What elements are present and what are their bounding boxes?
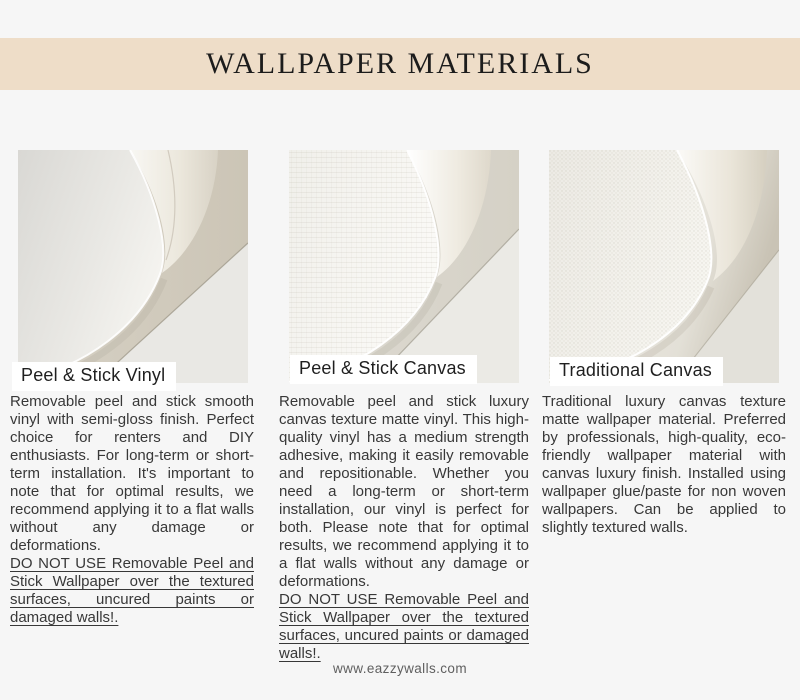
title-banner [0, 38, 800, 90]
wallpaper-photo-vinyl [18, 150, 248, 383]
material-label: Peel & Stick Canvas [290, 355, 477, 384]
material-description: Traditional luxury canvas texture matte wallpaper material. Preferred by professionals, high-quality, eco-friendly wallpaper material with canvas luxury finish. Installed using wallpaper glue/paste for non woven wallpapers. Can be applied to slightly textured walls. [542, 393, 786, 536]
material-card-peel-stick-vinyl [10, 150, 254, 627]
material-warning: DO NOT USE Removable Peel and Stick Wallpaper over the textured surfaces, uncured paints or damaged walls!. [10, 555, 254, 626]
material-description: Removable peel and stick smooth vinyl with semi-gloss finish. Perfect choice for renters and DIY enthusiasts. For long-term or short-term installation. It's important to note that for optimal results, we recommend applying it to a flat walls without any damage or deformations. [10, 393, 254, 554]
footer-url: www.eazzywalls.com [333, 661, 467, 676]
material-card-peel-stick-canvas [279, 150, 529, 663]
material-warning: DO NOT USE Removable Peel and Stick Wallpaper over the textured surfaces, uncured paints or damaged walls!. [279, 591, 529, 662]
material-card-traditional-canvas [542, 150, 786, 537]
wallpaper-photo-traditional [549, 150, 779, 383]
material-label: Traditional Canvas [550, 357, 723, 386]
material-description: Removable peel and stick luxury canvas texture matte vinyl. This high-quality vinyl has a medium strength adhesive, making it easily removable and repositionable. Whether you need a long-term or short-term installation, our vinyl is perfect for both. Please note that for optimal results, we recommend applying it to a flat walls without any damage or deformations. [279, 393, 529, 590]
page-title: WALLPAPER MATERIALS [206, 47, 594, 80]
material-label: Peel & Stick Vinyl [12, 362, 176, 391]
wallpaper-photo-canvas [289, 150, 519, 383]
